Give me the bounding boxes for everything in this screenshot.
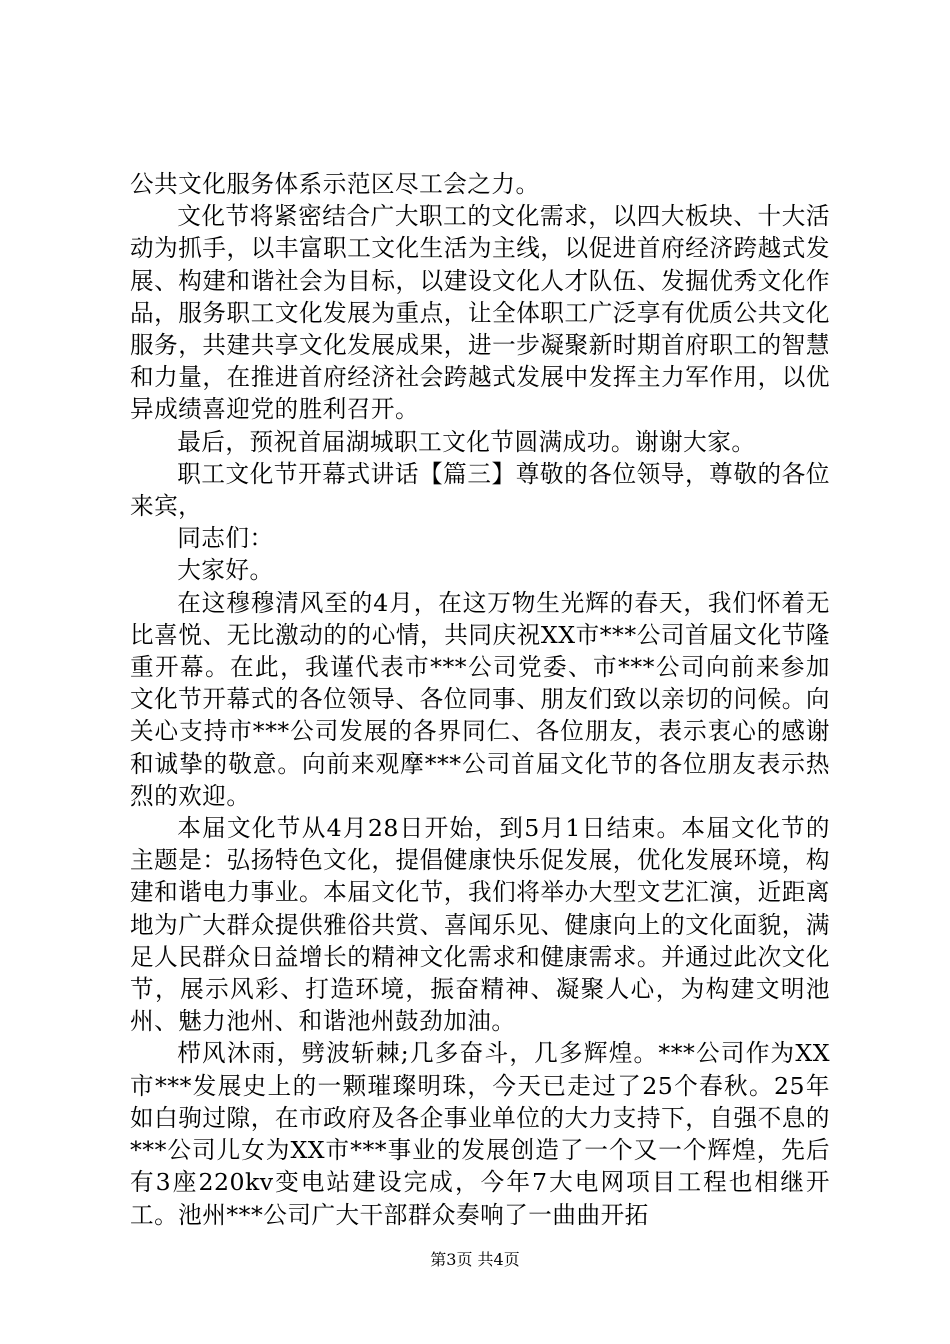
document-body xyxy=(130,168,830,1231)
paragraph-greeting-comrades: 同志们： xyxy=(177,524,274,553)
paragraph-speech-three-heading: 职工文化节开幕式讲话【篇三】尊敬的各位领导，尊敬的各位来宾， xyxy=(130,459,830,521)
paragraph-greeting-everyone: 大家好。 xyxy=(177,556,274,585)
page-number-footer: 第3页 共4页 xyxy=(430,1250,520,1269)
paragraph-company-history: 栉风沐雨，劈波斩棘;几多奋斗，几多辉煌。***公司作为XX市***发展史上的一颗璀璨明珠，今天已走过了25个春秋。25年如白驹过隙，在市政府及各企事业单位的大力支持下，自强不息的***公司儿女为XX市***事业的发展创造了一个又一个辉煌，先后有3座220kv变电站建设完成，今年7大电网项目工程也相继开工。池州***公司广大干部群众奏响了一曲曲开拓 xyxy=(130,1039,830,1229)
paragraph-closing-wish: 最后，预祝首届湖城职工文化节圆满成功。谢谢大家。 xyxy=(177,427,756,456)
paragraph-continuation: 公共文化服务体系示范区尽工会之力。 xyxy=(130,170,540,198)
paragraph-festival-theme: 本届文化节从4月28日开始，到5月1日结束。本届文化节的主题是：弘扬特色文化，提倡健康快乐促发展，优化发展环境，构建和谐电力事业。本届文化节，我们将举办大型文艺汇演，近距离地为广大群众提供雅俗共赏、喜闻乐见、健康向上的文化面貌，满足人民群众日益增长的精神文化需求和健康需求。并通过此次文化节，展示风彩、打造环境，振奋精神、凝聚人心，为构建文明池州、魅力池州、和谐池州鼓劲加油。 xyxy=(130,814,830,1036)
paragraph-opening-celebration: 在这穆穆清风至的4月，在这万物生光辉的春天，我们怀着无比喜悦、无比激动的的心情，共同庆祝XX市***公司首届文化节隆重开幕。在此，我谨代表市***公司党委、市***公司向前来参加文化节开幕式的各位领导、各位同事、朋友们致以亲切的问候。向关心支持市***公司发展的各界同仁、各位朋友，表示衷心的感谢和诚挚的敬意。向前来观摩***公司首届文化节的各位朋友表示热烈的欢迎。 xyxy=(130,588,830,810)
paragraph-culture-festival-goals: 文化节将紧密结合广大职工的文化需求，以四大板块、十大活动为抓手，以丰富职工文化生活为主线，以促进首府经济跨越式发展、构建和谐社会为目标，以建设文化人才队伍、发掘优秀文化作品，服务职工文化发展为重点，让全体职工广泛享有优质公共文化服务，共建共享文化发展成果，进一步凝聚新时期首府职工的智慧和力量，在推进首府经济社会跨越式发展中发挥主力军作用，以优异成绩喜迎党的胜利召开。 xyxy=(130,202,830,424)
